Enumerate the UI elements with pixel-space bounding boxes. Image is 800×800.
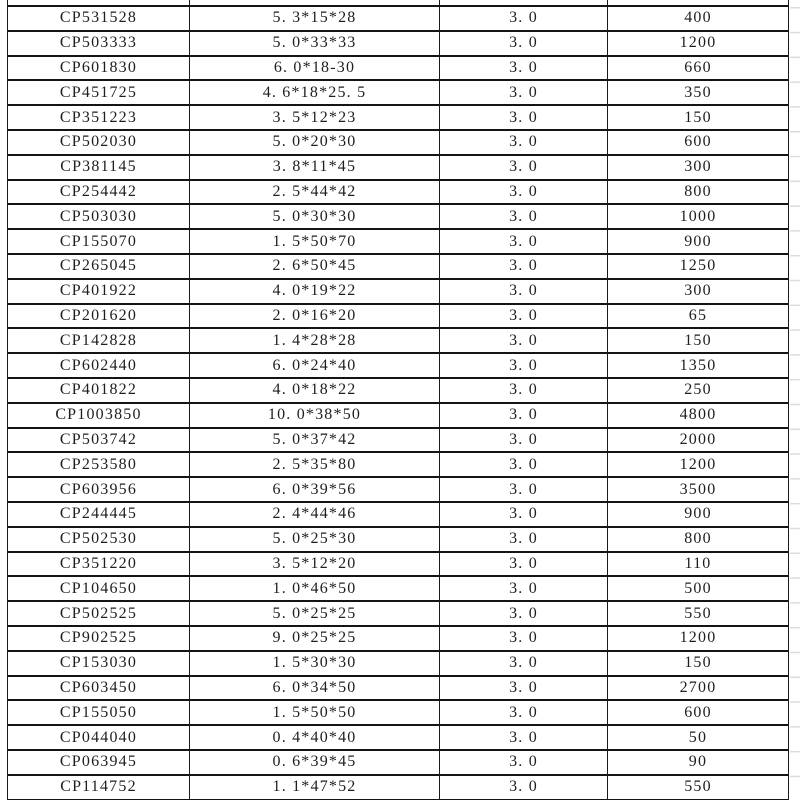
cell-quantity: 3500	[608, 478, 789, 503]
cell-dimensions: 5. 0*30*30	[190, 205, 440, 230]
cell-thickness: 3. 0	[440, 528, 608, 553]
cell-dimensions: 0. 6*39*45	[190, 751, 440, 776]
cell-quantity: 150	[608, 652, 789, 677]
cell-dimensions: 2. 5*44*42	[190, 181, 440, 206]
cell-thickness: 3. 0	[440, 404, 608, 429]
cell-dimensions: 1. 5*50*50	[190, 701, 440, 726]
cell-quantity: 550	[608, 776, 789, 800]
cell-thickness: 3. 0	[440, 478, 608, 503]
cell-dimensions: 3. 8*11*45	[190, 156, 440, 181]
cell-quantity: 1000	[608, 205, 789, 230]
cell-part-number: CP531528	[8, 7, 190, 32]
cell-dimensions: 5. 0*20*30	[190, 131, 440, 156]
cell-dimensions: 3. 5*12*23	[190, 106, 440, 131]
cell-thickness: 3. 0	[440, 677, 608, 702]
cell-part-number: CP153030	[8, 652, 190, 677]
cell-part-number: CP265045	[8, 255, 190, 280]
cell-dimensions: 1. 0*46*50	[190, 577, 440, 602]
cell-part-number: CP253580	[8, 453, 190, 478]
cell-part-number: CP155070	[8, 230, 190, 255]
cell-part-number: CP503333	[8, 32, 190, 57]
cell-part-number: CP603450	[8, 677, 190, 702]
cell-dimensions: 1. 5*30*30	[190, 652, 440, 677]
cell-quantity: 500	[608, 577, 789, 602]
cell-thickness: 3. 0	[440, 652, 608, 677]
cell-part-number: CP401822	[8, 379, 190, 404]
empty-cell	[8, 0, 190, 7]
cell-part-number: CP502525	[8, 602, 190, 627]
cell-quantity: 800	[608, 528, 789, 553]
cell-quantity: 800	[608, 181, 789, 206]
cell-quantity: 600	[608, 131, 789, 156]
empty-cell	[190, 0, 440, 7]
cell-part-number: CP602440	[8, 354, 190, 379]
cell-part-number: CP502030	[8, 131, 190, 156]
cell-quantity: 150	[608, 106, 789, 131]
cell-dimensions: 2. 0*16*20	[190, 305, 440, 330]
cell-part-number: CP401922	[8, 280, 190, 305]
cell-thickness: 3. 0	[440, 230, 608, 255]
cell-quantity: 660	[608, 57, 789, 82]
cell-dimensions: 6. 0*24*40	[190, 354, 440, 379]
cell-quantity: 2000	[608, 429, 789, 454]
cell-thickness: 3. 0	[440, 577, 608, 602]
cell-quantity: 300	[608, 280, 789, 305]
cell-dimensions: 0. 4*40*40	[190, 726, 440, 751]
cell-part-number: CP603956	[8, 478, 190, 503]
cell-part-number: CP351220	[8, 553, 190, 578]
cell-thickness: 3. 0	[440, 602, 608, 627]
cell-quantity: 400	[608, 7, 789, 32]
empty-cell	[608, 0, 789, 7]
cell-quantity: 250	[608, 379, 789, 404]
cell-thickness: 3. 0	[440, 57, 608, 82]
cell-thickness: 3. 0	[440, 429, 608, 454]
cell-thickness: 3. 0	[440, 305, 608, 330]
cell-thickness: 3. 0	[440, 503, 608, 528]
cell-thickness: 3. 0	[440, 280, 608, 305]
cell-thickness: 3. 0	[440, 131, 608, 156]
cell-quantity: 50	[608, 726, 789, 751]
cell-dimensions: 6. 0*34*50	[190, 677, 440, 702]
cell-quantity: 1350	[608, 354, 789, 379]
cell-dimensions: 5. 0*25*25	[190, 602, 440, 627]
cell-thickness: 3. 0	[440, 255, 608, 280]
cell-quantity: 1200	[608, 627, 789, 652]
cell-quantity: 65	[608, 305, 789, 330]
cell-dimensions: 3. 5*12*20	[190, 553, 440, 578]
cell-dimensions: 5. 0*25*30	[190, 528, 440, 553]
cell-thickness: 3. 0	[440, 701, 608, 726]
cell-part-number: CP254442	[8, 181, 190, 206]
cell-thickness: 3. 0	[440, 776, 608, 800]
cell-dimensions: 5. 0*33*33	[190, 32, 440, 57]
cell-thickness: 3. 0	[440, 7, 608, 32]
cell-thickness: 3. 0	[440, 329, 608, 354]
cell-dimensions: 5. 0*37*42	[190, 429, 440, 454]
cell-dimensions: 1. 1*47*52	[190, 776, 440, 800]
cell-thickness: 3. 0	[440, 379, 608, 404]
cell-quantity: 600	[608, 701, 789, 726]
cell-thickness: 3. 0	[440, 553, 608, 578]
cell-thickness: 3. 0	[440, 106, 608, 131]
cell-quantity: 110	[608, 553, 789, 578]
cell-dimensions: 9. 0*25*25	[190, 627, 440, 652]
cell-part-number: CP601830	[8, 57, 190, 82]
cell-dimensions: 4. 0*19*22	[190, 280, 440, 305]
cell-dimensions: 6. 0*39*56	[190, 478, 440, 503]
cell-dimensions: 2. 6*50*45	[190, 255, 440, 280]
cell-part-number: CP503742	[8, 429, 190, 454]
cell-part-number: CP502530	[8, 528, 190, 553]
cell-quantity: 1200	[608, 32, 789, 57]
cell-part-number: CP244445	[8, 503, 190, 528]
cell-part-number: CP104650	[8, 577, 190, 602]
cell-quantity: 1250	[608, 255, 789, 280]
cell-part-number: CP351223	[8, 106, 190, 131]
cell-thickness: 3. 0	[440, 32, 608, 57]
cell-part-number: CP1003850	[8, 404, 190, 429]
cell-quantity: 90	[608, 751, 789, 776]
cell-dimensions: 2. 5*35*80	[190, 453, 440, 478]
cell-part-number: CP381145	[8, 156, 190, 181]
parts-table	[7, 0, 789, 800]
cell-quantity: 2700	[608, 677, 789, 702]
cell-quantity: 300	[608, 156, 789, 181]
cell-dimensions: 4. 6*18*25. 5	[190, 81, 440, 106]
cell-quantity: 900	[608, 503, 789, 528]
cell-quantity: 4800	[608, 404, 789, 429]
cell-part-number: CP063945	[8, 751, 190, 776]
spreadsheet-gridline-stubs	[790, 0, 800, 800]
cell-dimensions: 10. 0*38*50	[190, 404, 440, 429]
cell-dimensions: 4. 0*18*22	[190, 379, 440, 404]
cell-part-number: CP155050	[8, 701, 190, 726]
cell-thickness: 3. 0	[440, 453, 608, 478]
cell-part-number: CP201620	[8, 305, 190, 330]
cell-dimensions: 2. 4*44*46	[190, 503, 440, 528]
cell-thickness: 3. 0	[440, 627, 608, 652]
cell-quantity: 900	[608, 230, 789, 255]
cell-part-number: CP503030	[8, 205, 190, 230]
cell-dimensions: 5. 3*15*28	[190, 7, 440, 32]
cell-quantity: 550	[608, 602, 789, 627]
cell-quantity: 150	[608, 329, 789, 354]
cell-thickness: 3. 0	[440, 205, 608, 230]
cell-dimensions: 6. 0*18-30	[190, 57, 440, 82]
cell-dimensions: 1. 4*28*28	[190, 329, 440, 354]
cell-part-number: CP044040	[8, 726, 190, 751]
cell-thickness: 3. 0	[440, 156, 608, 181]
cell-thickness: 3. 0	[440, 81, 608, 106]
cell-part-number: CP902525	[8, 627, 190, 652]
cell-part-number: CP451725	[8, 81, 190, 106]
cell-thickness: 3. 0	[440, 354, 608, 379]
cell-thickness: 3. 0	[440, 181, 608, 206]
cell-quantity: 350	[608, 81, 789, 106]
cell-thickness: 3. 0	[440, 726, 608, 751]
cell-dimensions: 1. 5*50*70	[190, 230, 440, 255]
empty-cell	[440, 0, 608, 7]
cell-quantity: 1200	[608, 453, 789, 478]
cell-part-number: CP114752	[8, 776, 190, 800]
cell-thickness: 3. 0	[440, 751, 608, 776]
cell-part-number: CP142828	[8, 329, 190, 354]
